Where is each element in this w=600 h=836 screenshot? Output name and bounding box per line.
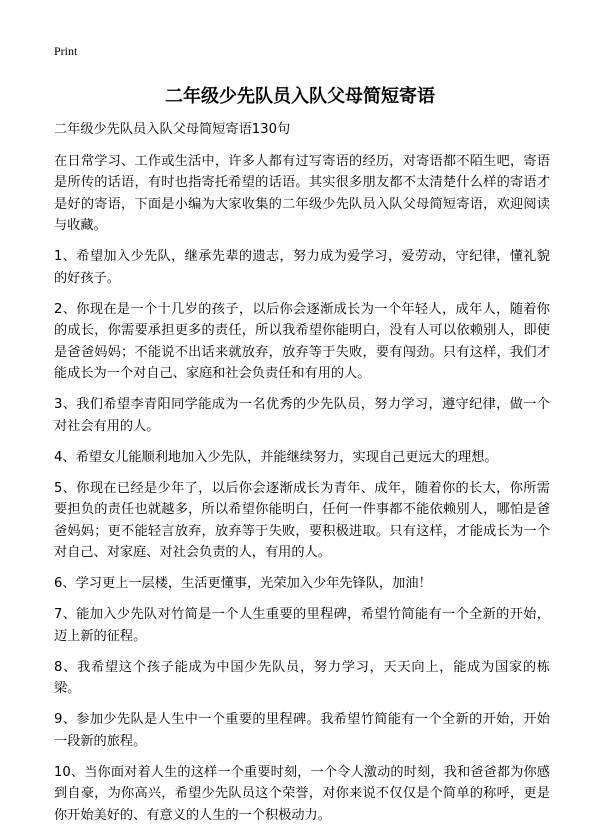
wish-item-4: 4、希望女儿能顺利地加入少先队，并能继续努力，实现自己更远大的理想。 [54,449,498,465]
document-subtitle: 二年级少先队员入队父母简短寄语130句 [54,122,291,137]
wish-item-5: 5、你现在已经是少年了，以后你会逐渐成长为青年、成年，随着你的长大，你所需要担负的责任也就越多，所以希望你能明白，任何一件事都不能依赖别人，哪怕是爸爸妈妈；更不能轻言放弃，放弃等于失败，要积极进取。只有这样，才能成长为一个对自己、对家庭、对社会负责的人，有用的人。 [54,480,550,560]
wish-item-10: 10、当你面对着人生的这样一个重要时刻，一个令人激动的时刻，我和爸爸都为你感到自豪，为你高兴，希望少先队员这个荣誉，对你来说不仅仅是个简单的称呼，更是你开始美好的、有意义的人生的一个积极动力。 [54,764,550,823]
wish-item-2: 2、你现在是一个十几岁的孩子，以后你会逐渐成长为一个年轻人，成年人，随着你的成长，你需要承担更多的责任，所以我希望你能明白，没有人可以依赖别人，即使是爸爸妈妈；不能说不出话来就放弃，放弃等于失败，要有闯劲。只有这样，我们才能成长为一个对自己、家庭和社会负责任和有用的人。 [54,301,550,381]
document-title: 二年级少先队员入队父母简短寄语 [165,86,435,107]
wish-item-1: 1、希望加入少先队，继承先辈的遗志，努力成为爱学习，爱劳动，守纪律，懂礼貌的好孩子。 [54,249,550,286]
wish-item-6: 6、学习更上一层楼，生活更懂事，光荣加入少年先锋队，加油！ [54,576,432,591]
intro-paragraph: 在日常学习、工作或生活中，许多人都有过写寄语的经历，对寄语都不陌生吧，寄语是所传的话语，有时也指寄托希望的话语。其实很多朋友都不太清楚什么样的寄语才是好的寄语，下面是小编为大家收集的二年级少先队员入队父母简短寄语，欢迎阅读与收藏。 [54,153,550,233]
document-body [54,119,550,836]
wish-item-8: 8、我希望这个孩子能成为中国少先队员，努力学习，天天向上，能成为国家的栋梁。 [54,659,550,696]
wish-item-3: 3、我们希望李青阳同学能成为一名优秀的少先队员，努力学习，遵守纪律，做一个对社会有用的人。 [54,397,550,434]
print-link[interactable]: Print [54,44,78,58]
wish-item-7: 7、能加入少先队对竹简是一个人生重要的里程碑，希望竹简能有一个全新的开始，迈上新的征程。 [54,607,550,644]
wish-item-9: 9、参加少先队是人生中一个重要的里程碑。我希望竹简能有一个全新的开始，开始一段新的旅程。 [54,712,550,749]
